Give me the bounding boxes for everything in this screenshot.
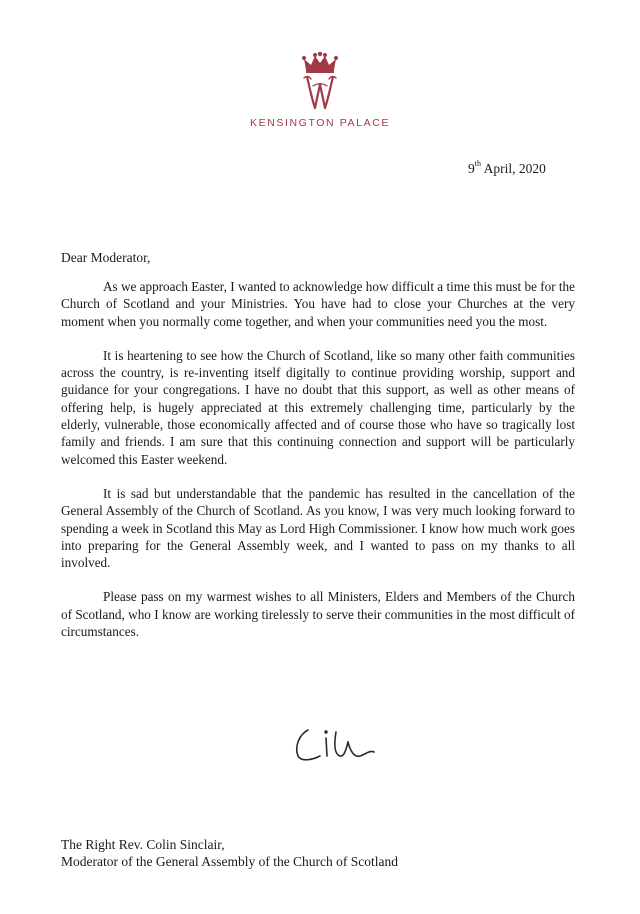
paragraph: It is sad but understandable that the pandemic has resulted in the cancellation of the General Assembly of the Church of Scotland. As you know, I was very much looking forward to spending a week in Scotland this May as Lord High Commissioner. I know how much work goes into preparing for the General Assembly week, and I wanted to pass on my thanks to all involved. [61,485,575,571]
addressee-name: The Right Rev. Colin Sinclair, [61,837,225,852]
paragraph: Please pass on my warmest wishes to all Ministers, Elders and Members of the Church of Scotland, who I know are working tirelessly to serve their communities in the most difficult of circumstances. [61,589,575,640]
letter-body [61,278,575,657]
paragraph: It is heartening to see how the Church of Scotland, like so many other faith communities across the country, is re-inventing itself digitally to continue providing worship, support and guidance for your congregations. I have no doubt that this support, as well as other means of offering help, is hugely appreciated at this extremely challenging time, particularly by the elderly, vulnerable, those economically affected and of course those who have so tragically lost family and friends. I am sure that this continuing connection and support will be particularly welcomed this Easter weekend. [61,347,575,467]
salutation: Dear Moderator, [61,250,151,265]
royal-cypher-crown-icon [292,50,348,114]
handwritten-signature [282,716,392,776]
paragraph: As we approach Easter, I wanted to acknowledge how difficult a time this must be for the Church of Scotland and your Ministries. You have had to close your Churches at the very moment when you normally come together, and when your communities need you the most. [61,279,576,329]
addressee-block [61,836,398,870]
letterhead-title: KENSINGTON PALACE [249,117,390,129]
addressee-title: Moderator of the General Assembly of the Church of Scotland [61,854,399,869]
letter-date: 9th April, 2020 [468,159,546,176]
